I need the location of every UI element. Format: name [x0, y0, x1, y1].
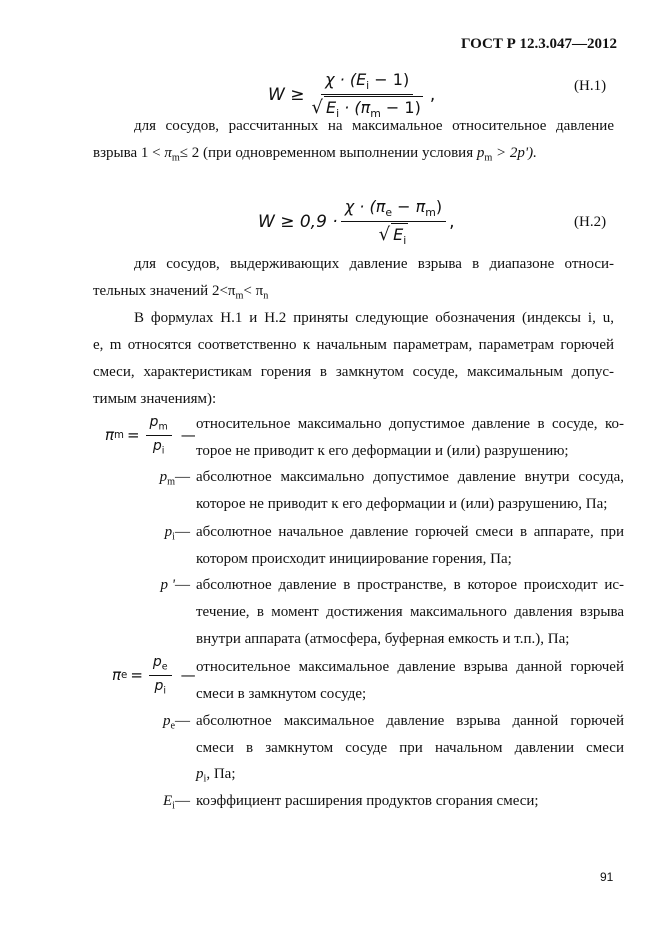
def4-lhs: π	[112, 666, 122, 684]
para2-line2-a: тельных значений 2<π	[93, 283, 236, 299]
para2-line2-sub2: n	[263, 290, 269, 302]
formula-h1	[268, 70, 435, 120]
def0-den	[149, 436, 169, 456]
def0-lhs-sub: m	[114, 429, 124, 441]
formula-h1-den-tail: − 1)	[380, 98, 421, 117]
para1-line2-a: взрыва 1 <	[93, 145, 165, 161]
formula-h2-num-tail: )	[435, 197, 443, 217]
def2-symbol: p	[164, 524, 173, 540]
def2-line2: котором происходит инициирование горения, Па;	[196, 551, 512, 567]
def0-num-p: p	[149, 414, 159, 431]
def5-line3-p: p	[196, 766, 204, 782]
para2-line2-b: < π	[243, 283, 264, 299]
formula-h1-radicand	[324, 96, 423, 120]
formula-h2-den: E	[393, 225, 404, 244]
def3-symbol: p '	[160, 577, 175, 593]
def5-line3: $p_i$, Па;	[196, 766, 236, 785]
formula-h1-den-mid: · (π	[339, 98, 371, 117]
def0-num-sub: m	[158, 421, 168, 433]
para2-line2	[93, 283, 268, 302]
formula-h2-num-sub2: m	[425, 206, 436, 219]
def1-dash: —	[175, 469, 190, 485]
definition-symbol-p-e	[130, 713, 190, 732]
def0-den-p: p	[152, 437, 162, 454]
def4-num-sub: e	[161, 661, 168, 673]
equation-number-h2: (Н.2)	[574, 214, 607, 230]
def4-line1: относительное максимальное давление взрыва данной горючей	[196, 659, 624, 675]
para1-line1: для сосудов, рассчитанных на максимальное относительное давление	[134, 118, 614, 134]
para1-pi-sub: m	[171, 152, 180, 164]
def2-line1: абсолютное начальное давление горючей смеси в аппарате, при	[196, 524, 624, 540]
formula-h1-num-text: χ · (E	[325, 70, 367, 90]
formula-h1-num-tail: − 1)	[369, 70, 410, 90]
def2-dash: —	[175, 524, 190, 540]
formula-h2-denominator	[375, 222, 413, 247]
formula-h2-den-sub: i	[403, 233, 407, 247]
def1-line1: абсолютное максимально допустимое давление внутри сосуда,	[196, 469, 624, 485]
para3-line2: e, m относятся соответственно к начальным параметрам, параметрам горючей	[93, 337, 614, 353]
para1-line2-c: > 2p').	[492, 145, 537, 161]
definition-symbol-pi-e: π e = $\frac{p_e}{p_i}$ —	[112, 654, 196, 696]
formula-h2-num-head: χ · (π	[344, 197, 386, 217]
para1-line2	[93, 145, 537, 164]
formula-h1-num-sub: i	[366, 79, 370, 92]
def0-line1: относительное максимально допустимое давление в сосуде, ко-	[196, 416, 624, 432]
def5-symbol: p	[162, 713, 171, 729]
para1-line2-b: ≤ 2 (при одновременном выполнении условия	[179, 145, 477, 161]
def5-line3-unit: Па;	[213, 766, 236, 782]
sqrt-symbol: √	[311, 97, 323, 118]
definition-symbol-pi-m: π m = $\frac{p_m}{p_i}$ —	[105, 414, 196, 456]
sqrt-symbol: √	[378, 224, 391, 245]
formula-h1-numerator	[321, 70, 413, 95]
def1-sub: m	[167, 476, 175, 488]
def6-sub: i	[172, 800, 175, 812]
def3-line2: течение, в момент достижения максимального давления взрыва	[196, 604, 624, 620]
formula-h1-den-head: E	[325, 98, 337, 117]
standard-header: ГОСТ Р 12.3.047—2012	[460, 36, 617, 52]
def3-line3: внутри аппарата (атмосфера, буферная емкость и т.п.), Па;	[196, 631, 570, 647]
def6-symbol: E	[162, 793, 173, 809]
para3-line3: смеси, характеристикам горения в замкнутом сосуде, максимальным допус-	[93, 364, 614, 380]
definition-symbol-e-i	[130, 793, 190, 812]
def2-sub: i	[172, 531, 175, 543]
definition-symbol-p-i	[130, 524, 190, 543]
def3-dash: —	[175, 577, 190, 593]
formula-h2	[258, 196, 455, 248]
def4-dash: —	[180, 666, 196, 684]
formula-h2-num-mid: − π	[392, 197, 426, 217]
para3-line1: В формулах Н.1 и Н.2 приняты следующие обозначения (индексы i, u,	[134, 310, 614, 326]
formula-h2-tail: ,	[449, 212, 455, 232]
def1-line2: которое не приводит к его деформации и (или) разрушению, Па;	[196, 496, 608, 512]
formula-h1-tail: ,	[429, 85, 436, 105]
def1-symbol: p	[159, 469, 168, 485]
formula-h1-lhs: W ≥	[268, 85, 305, 105]
para3-line4: тимым значениям):	[93, 391, 217, 407]
def4-den	[150, 676, 170, 696]
def6-dash: —	[175, 793, 190, 809]
formula-h2-radicand	[391, 223, 408, 247]
para1-pi: π	[164, 145, 172, 161]
def0-den-sub: i	[161, 444, 165, 456]
para2-line2-sub: m	[235, 290, 244, 302]
def4-num	[149, 654, 172, 675]
def4-num-p: p	[152, 654, 162, 671]
def5-sub: e	[170, 720, 175, 732]
formula-h1-denominator	[307, 95, 426, 120]
formula-h2-lhs: W ≥ 0,9 ·	[258, 212, 338, 232]
def5-line3-sub: i	[203, 773, 207, 785]
formula-h2-fraction	[341, 197, 446, 247]
def0-dash: —	[180, 426, 196, 444]
definition-symbol-p-m	[130, 469, 190, 488]
page-number: 91	[600, 870, 614, 884]
formula-h2-num-sub: e	[385, 206, 393, 219]
def0-lhs: π	[105, 426, 115, 444]
def3-line1: абсолютное давление в пространстве, в которое происходит ис-	[196, 577, 624, 593]
definition-symbol-p-prime	[130, 577, 190, 594]
para1-p-sub: m	[484, 152, 493, 164]
def6-line1: коэффициент расширения продуктов сгорания смеси;	[196, 793, 539, 809]
def0-line2: торое не приводит к его деформации и (или) разрушению;	[196, 443, 569, 459]
def5-line2: смеси в замкнутом сосуде при начальном давлении смеси	[196, 740, 624, 756]
def4-den-sub: i	[163, 684, 167, 696]
def5-dash: —	[175, 713, 190, 729]
para2-line1: для сосудов, выдерживающих давление взрыва в диапазоне относи-	[134, 256, 614, 272]
def0-fraction	[146, 414, 172, 456]
formula-h1-fraction	[307, 70, 426, 120]
formula-h1-den-sub2: m	[370, 106, 381, 120]
para1-p: p	[476, 145, 485, 161]
def5-line1: абсолютное максимальное давление взрыва данной горючей	[196, 713, 624, 729]
formula-h1-den-sub: i	[336, 106, 340, 120]
def4-lhs-sub: e	[121, 669, 128, 681]
def0-num	[146, 414, 172, 435]
equation-number-h1: (Н.1)	[574, 78, 607, 94]
def4-fraction	[149, 654, 172, 696]
def4-den-p: p	[154, 677, 164, 694]
formula-h2-numerator	[341, 197, 446, 222]
def4-line2: смеси в замкнутом сосуде;	[196, 686, 367, 702]
